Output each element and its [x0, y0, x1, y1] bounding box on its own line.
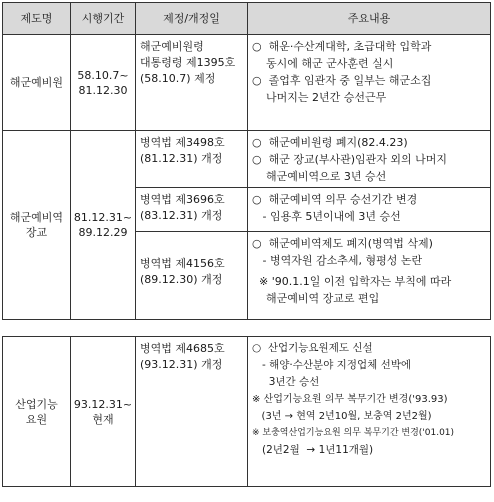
period-text: 58.10.7~ 81.12.30 — [77, 68, 129, 97]
content-cell — [248, 337, 491, 487]
law-cell: 병역법 제4156호 (89.12.30) 개정 — [136, 232, 248, 320]
header-law: 제정/개정일 — [136, 3, 248, 35]
table-row — [3, 35, 491, 131]
content-line: 나머지는 2년간 승선근무 — [252, 91, 387, 104]
content-line: - 병역자원 감소추세, 형평성 논란 — [252, 254, 423, 267]
content-line: ○ 해군예비역제도 폐지(병역법 삭제) — [252, 237, 433, 250]
period-cell — [71, 337, 136, 487]
content-line: 해군예비역으로 3년 승선 — [252, 170, 387, 183]
law-cell: 병역법 제4685호 (93.12.31) 개정 — [136, 337, 248, 487]
content-line: 3년간 승선 — [252, 376, 320, 388]
content-line: - 해양·수산분야 지정업체 선박에 — [252, 359, 412, 371]
content-line: 동시에 해군 군사훈련 실시 — [252, 57, 394, 70]
content-cell — [248, 131, 491, 188]
content-cell — [248, 35, 491, 131]
period-cell — [71, 131, 136, 320]
content-line: ※ 보충역산업기능요원 의무 복무기간 변경('01.01) — [252, 428, 455, 438]
system-name-text: 산업기능 요원 — [15, 397, 58, 426]
content-line: (3년 → 현역 2년10월, 보충역 2년2월) — [252, 411, 432, 422]
table-bottom — [2, 336, 491, 487]
header-name: 제도명 — [3, 3, 71, 35]
content-line: ○ 산업기능요원제도 신설 — [252, 342, 373, 354]
header-row — [3, 3, 491, 35]
content-line: 해군예비역 장교로 편입 — [252, 292, 380, 305]
content-line: ○ 해군예비역 의무 승선기간 변경 — [252, 193, 418, 206]
content-line: ※ '90.1.1일 이전 입학자는 부칙에 따라 — [252, 275, 452, 288]
content-line: ○ 해군 장교(부사관)임관자 외의 나머지 — [252, 153, 448, 166]
law-cell: 병역법 제3696호 (83.12.31) 개정 — [136, 188, 248, 232]
system-name-text: 해군예비역 장교 — [9, 211, 64, 239]
system-name-text: 해군예비원 — [9, 76, 64, 89]
content-cell — [248, 232, 491, 320]
content-line: - 임용후 5년이내에 3년 승선 — [252, 210, 401, 223]
header-period: 시행기간 — [71, 3, 136, 35]
table-top — [2, 2, 491, 320]
table-gap — [2, 320, 490, 336]
content-line: ○ 해운·수산계대학, 초급대학 입학과 — [252, 40, 432, 53]
period-text: 93.12.31~ 현재 — [73, 397, 133, 426]
table-row — [3, 131, 491, 188]
content-line: (2년2월 → 1년11개월) — [252, 444, 374, 456]
content-line: ※ 산업기능요원 의무 복무기간 변경('93.93) — [252, 394, 448, 405]
header-content: 주요내용 — [248, 3, 491, 35]
system-name — [3, 35, 71, 131]
table-row — [3, 337, 491, 487]
law-cell: 병역법 제3498호 (81.12.31) 개정 — [136, 131, 248, 188]
content-line: ○ 해군예비원령 폐지(82.4.23) — [252, 136, 408, 149]
content-cell — [248, 188, 491, 232]
period-text: 81.12.31~ 89.12.29 — [73, 211, 133, 239]
table-wrapper — [2, 2, 490, 487]
content-line: ○ 졸업후 임관자 중 일부는 해군소집 — [252, 74, 432, 87]
system-name — [3, 337, 71, 487]
period-cell — [71, 35, 136, 131]
law-cell: 해군예비원령 대통령령 제1395호 (58.10.7) 제정 — [136, 35, 248, 131]
system-name — [3, 131, 71, 320]
